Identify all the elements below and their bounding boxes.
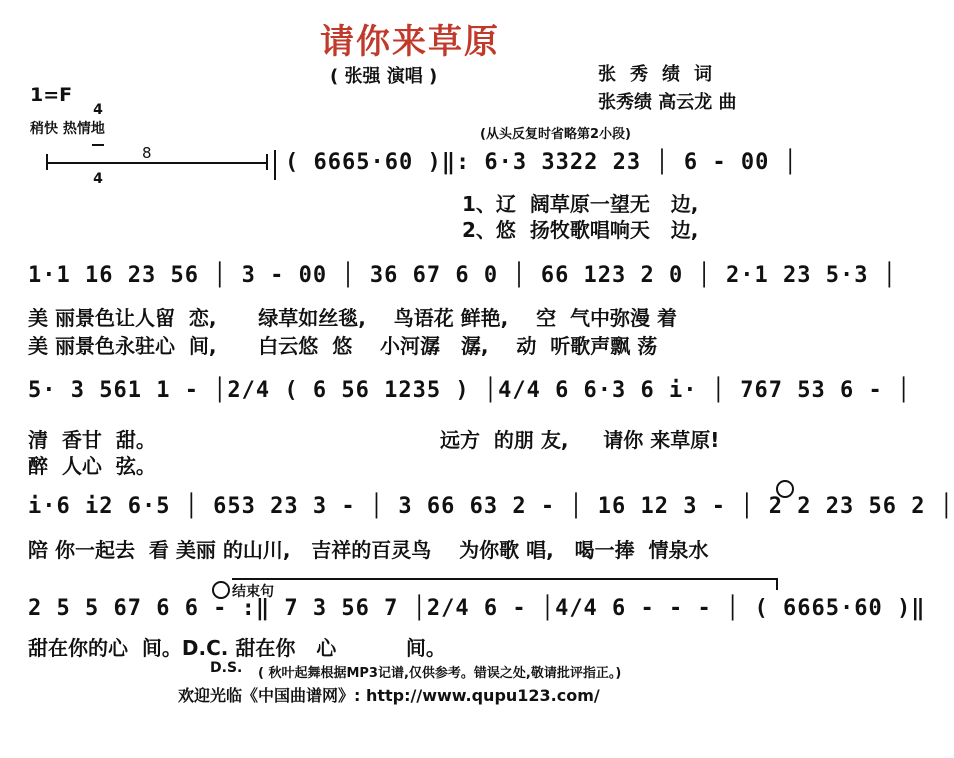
performer-credit: ( 张强 演唱 ) — [330, 66, 438, 87]
time-signature — [92, 78, 104, 199]
dal-segno-mark: D.S. — [210, 660, 243, 676]
time-signature-top: 4 — [93, 102, 103, 118]
barline — [274, 150, 276, 180]
lyric-line-1-verse-2: 2、悠 扬牧歌唱响天 边, — [462, 218, 699, 242]
repeat-note: (从头反复时省略第2小段) — [480, 127, 631, 142]
notation-line-1: ( 6665·60 )‖: 6·3 3322 23 │ 6 - 00 │ — [285, 150, 798, 175]
lyric-line-4: 陪 你一起去 看 美丽 的山川, 吉祥的百灵鸟 为你歌 唱, 喝一捧 情泉水 — [28, 538, 709, 562]
notation-line-4: i·6 i2 6·5 │ 653 23 3 - │ 3 66 63 2 - │ 16 12 3 - │ 2 2 23 56 2 │ — [28, 494, 954, 519]
lyric-line-1-verse-1: 1、辽 阔草原一望无 边, — [462, 192, 699, 216]
key-signature: 1=F — [30, 84, 73, 106]
lyricist-credit: 张秀绩词 — [598, 64, 726, 85]
time-signature-divider — [92, 144, 104, 146]
lyric-line-3-verse-2: 醉 人心 弦。 — [28, 454, 156, 478]
ending-label: 结束句 — [232, 584, 274, 600]
transcription-note: ( 秋叶起舞根据MP3记谱,仅供参考。错误之处,敬请批评指正。) — [258, 666, 622, 681]
notation-line-5: 2 5 5 67 6 6 - :‖ 7 3 56 7 │2/4 6 - │4/4 6 - - - │ ( 6665·60 )‖ — [28, 596, 926, 621]
site-welcome-link[interactable]: 欢迎光临《中国曲谱网》: http://www.qupu123.com/ — [178, 686, 600, 705]
ending-bracket-end — [776, 578, 778, 590]
multi-rest-left-tick — [46, 154, 48, 170]
lyric-line-3-verse-1: 清 香甘 甜。 — [28, 428, 156, 452]
lyric-line-2-verse-1: 美 丽景色让人留 恋, 绿草如丝毯, 鸟语花 鲜艳, 空 气中弥漫 着 — [28, 306, 678, 330]
lyric-line-3-refrain: 远方 的朋 友, 请你 来草原! — [440, 428, 720, 452]
composer-credit: 张秀绩 高云龙 曲 — [598, 92, 737, 113]
notation-line-2: 1·1 16 23 56 │ 3 - 00 │ 36 67 6 0 │ 66 123 2 0 │ 2·1 23 5·3 │ — [28, 263, 897, 288]
tempo-marking: 稍快 热情地 — [30, 121, 105, 137]
time-signature-bottom: 4 — [93, 171, 103, 187]
lyric-line-2-verse-2: 美 丽景色永驻心 间, 白云悠 悠 小河潺 潺, 动 听歌声飘 荡 — [28, 334, 658, 358]
multi-rest-right-tick — [266, 154, 268, 170]
page-title: 请你来草原 — [320, 22, 500, 62]
multi-rest-count: 8 — [142, 144, 152, 162]
lyric-line-5: 甜在你的心 间。D.C. 甜在你 心 间。 — [28, 636, 446, 660]
notation-line-3: 5· 3 561 1 - │2/4 ( 6 56 1235 ) │4/4 6 6·3 6 i· │ 767 53 6 - │ — [28, 378, 912, 403]
ending-bracket — [232, 578, 778, 580]
multi-rest-line — [46, 162, 268, 164]
